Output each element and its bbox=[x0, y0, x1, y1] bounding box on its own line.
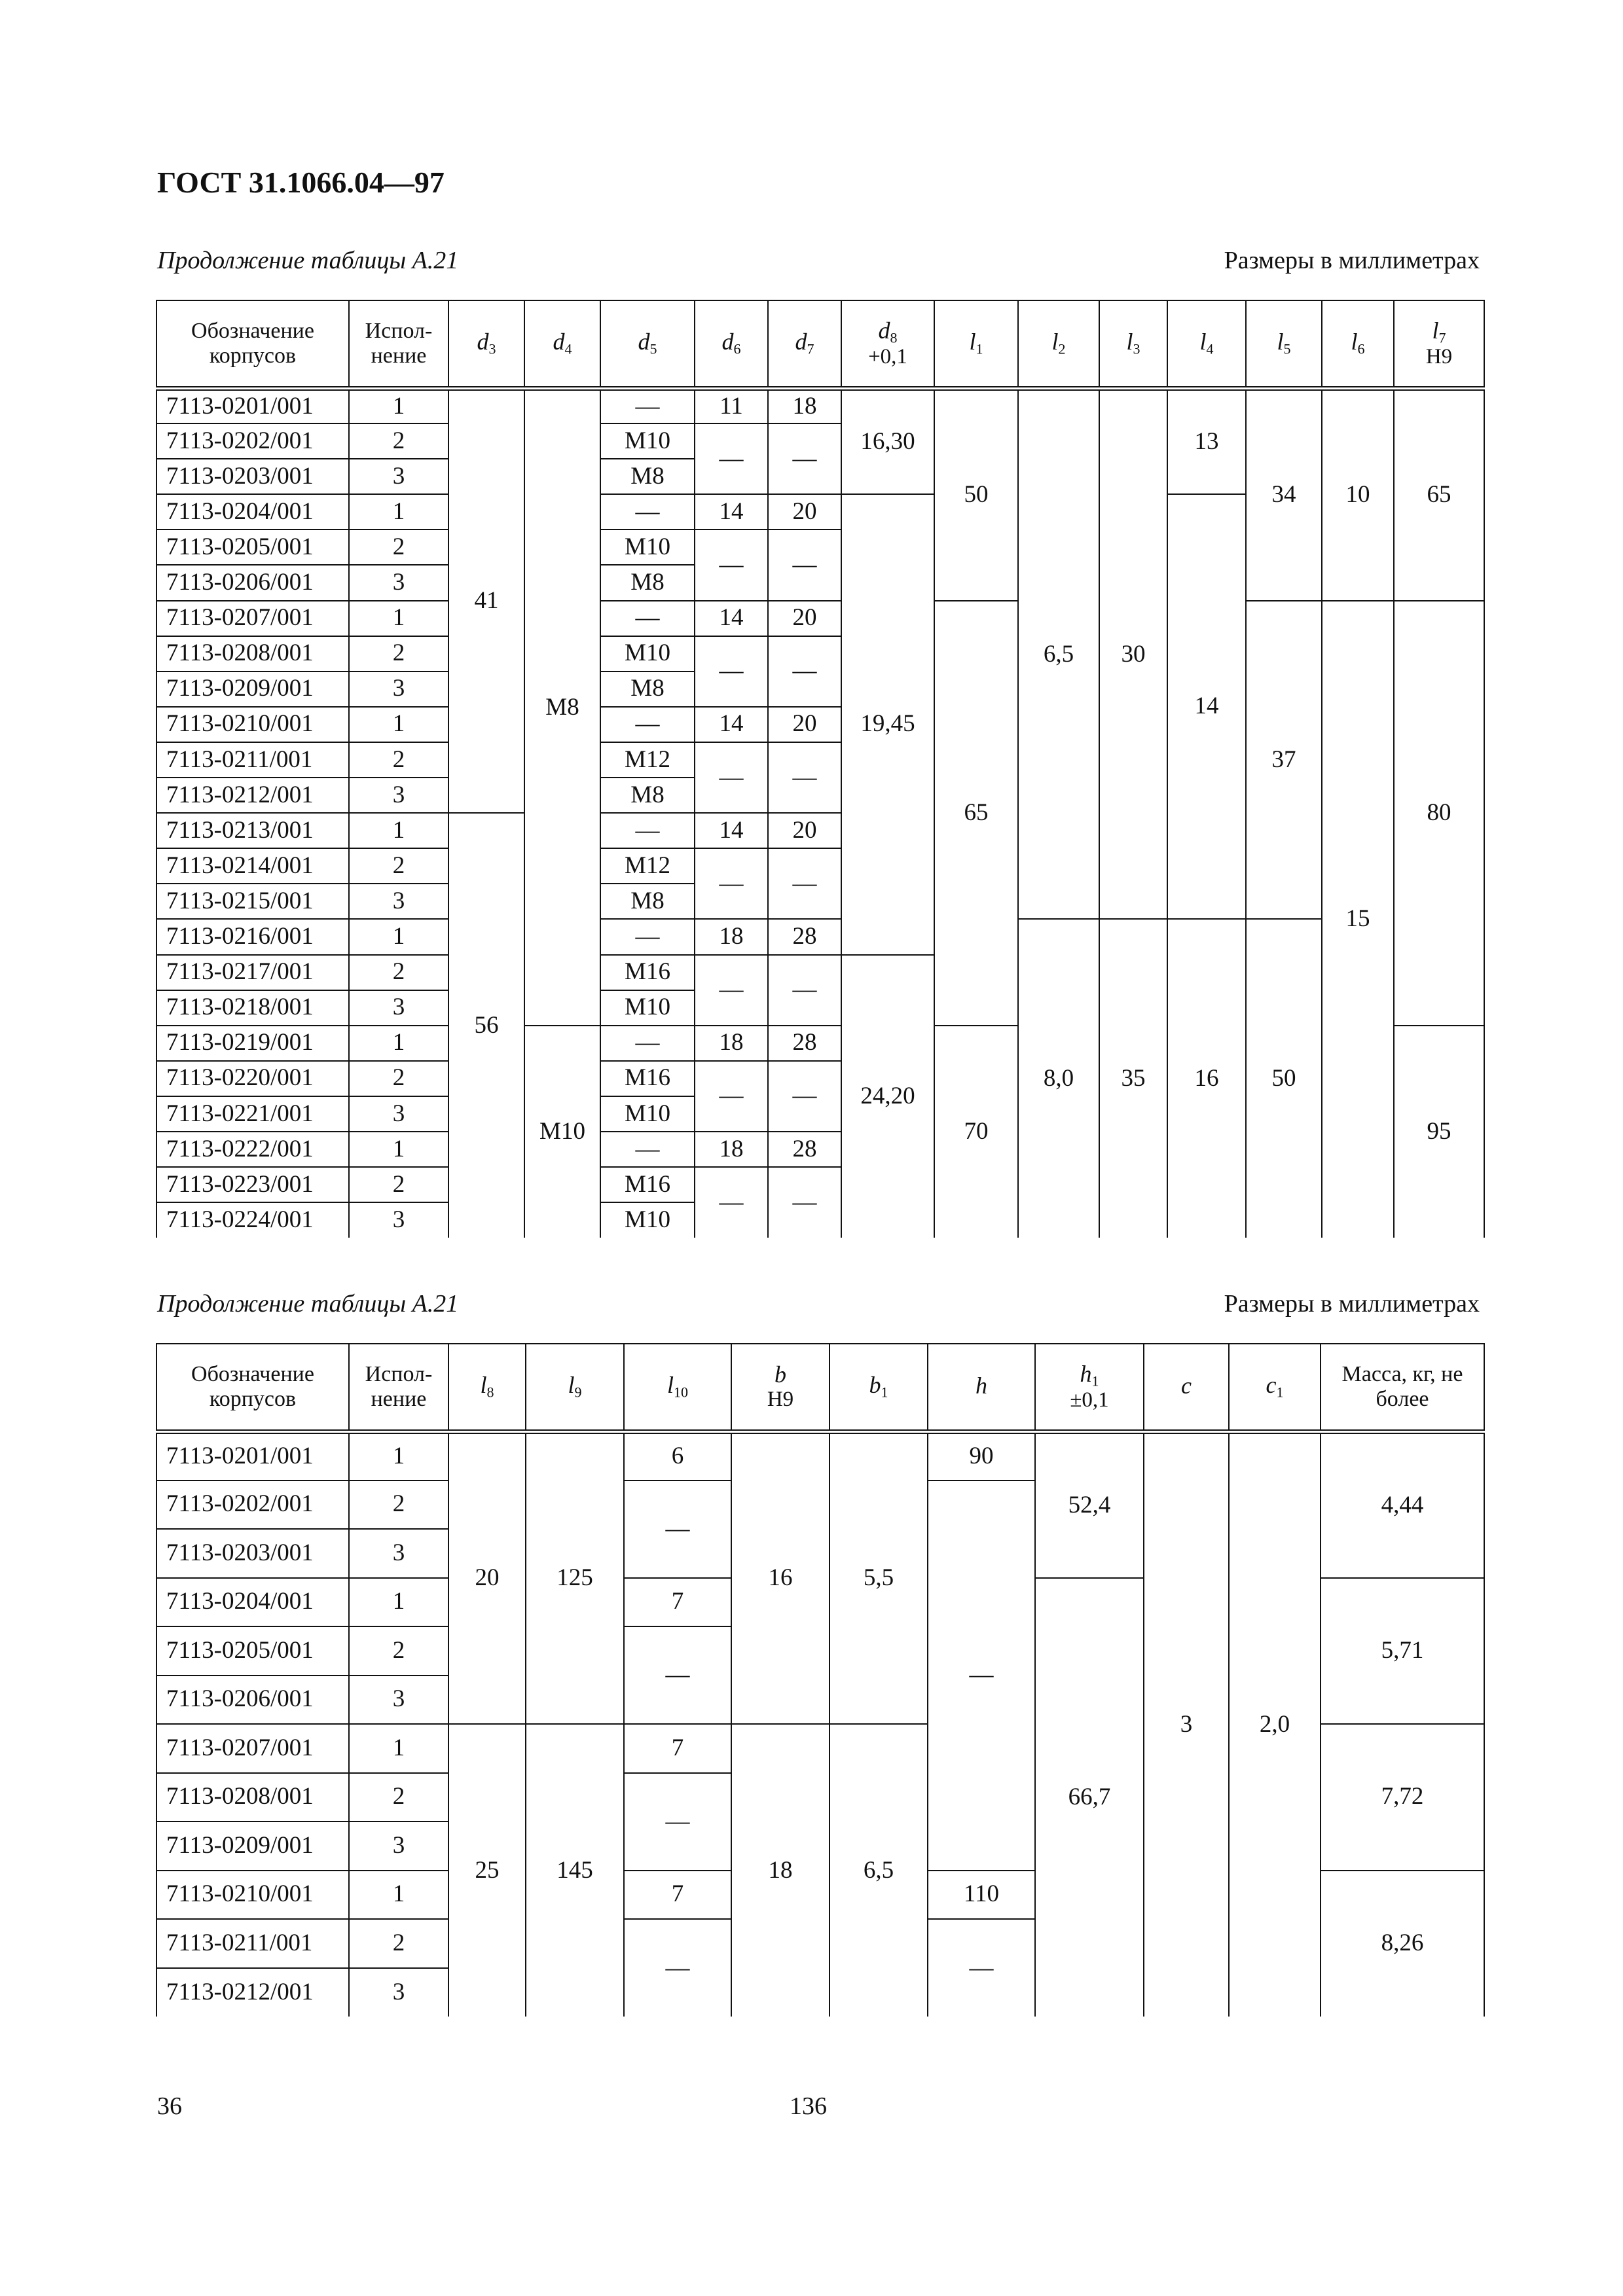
version-cell: 1 bbox=[349, 1578, 448, 1627]
version-cell: 2 bbox=[349, 955, 448, 990]
designation-cell: 7113-0217/001 bbox=[156, 955, 349, 990]
table-row bbox=[156, 388, 1484, 423]
designation-cell: 7113-0203/001 bbox=[156, 459, 349, 494]
d5-cell: M8 bbox=[600, 565, 695, 600]
version-cell: 2 bbox=[349, 423, 448, 459]
version-cell: 1 bbox=[349, 813, 448, 848]
header-designation: Обозначение корпусов bbox=[156, 1344, 349, 1431]
l8-cell: 20 bbox=[448, 1431, 526, 1724]
d4-cell: M8 bbox=[524, 388, 600, 1026]
version-cell: 3 bbox=[349, 565, 448, 600]
header-c1: $c_1$ bbox=[1229, 1344, 1321, 1431]
d6-cell: 11 bbox=[695, 388, 768, 423]
d6-cell: 14 bbox=[695, 494, 768, 529]
b-cell: 16 bbox=[731, 1431, 830, 1724]
version-cell: 1 bbox=[349, 494, 448, 529]
table1-caption: Продолжение таблицы А.21 bbox=[157, 247, 459, 274]
version-cell: 3 bbox=[349, 1968, 448, 2017]
l5-cell: 50 bbox=[1246, 919, 1322, 1238]
h-cell: — bbox=[928, 1480, 1035, 1871]
l7-cell: 95 bbox=[1394, 1026, 1484, 1238]
d7-cell: 28 bbox=[768, 1026, 841, 1061]
d6-cell: — bbox=[695, 636, 768, 707]
designation-cell: 7113-0222/001 bbox=[156, 1132, 349, 1167]
designation-cell: 7113-0221/001 bbox=[156, 1096, 349, 1132]
designation-cell: 7113-0208/001 bbox=[156, 636, 349, 672]
designation-cell: 7113-0213/001 bbox=[156, 813, 349, 848]
d6-cell: — bbox=[695, 1061, 768, 1132]
designation-cell: 7113-0219/001 bbox=[156, 1026, 349, 1061]
designation-cell: 7113-0211/001 bbox=[156, 1919, 349, 1968]
d6-cell: — bbox=[695, 1167, 768, 1238]
d8-cell: 16,30 bbox=[841, 388, 934, 494]
d5-cell: M10 bbox=[600, 990, 695, 1026]
mass-cell: 5,71 bbox=[1321, 1578, 1484, 1725]
mass-cell: 4,44 bbox=[1321, 1431, 1484, 1578]
page-number-center: 136 bbox=[790, 2092, 827, 2120]
document-title: ГОСТ 31.1066.04—97 bbox=[157, 166, 445, 199]
designation-cell: 7113-0206/001 bbox=[156, 1676, 349, 1725]
header-l5: $l_5$ bbox=[1246, 300, 1322, 388]
d5-cell: — bbox=[600, 1132, 695, 1167]
version-cell: 1 bbox=[349, 1026, 448, 1061]
designation-cell: 7113-0212/001 bbox=[156, 1968, 349, 2017]
header-l4: $l_4$ bbox=[1167, 300, 1246, 388]
d6-cell: 18 bbox=[695, 1132, 768, 1167]
d6-cell: 14 bbox=[695, 813, 768, 848]
d7-cell: 20 bbox=[768, 494, 841, 529]
designation-cell: 7113-0209/001 bbox=[156, 1821, 349, 1871]
header-h1: $h_1$ ±0,1 bbox=[1035, 1344, 1144, 1431]
l1-cell: 70 bbox=[934, 1026, 1018, 1238]
version-cell: 3 bbox=[349, 1821, 448, 1871]
d5-cell: — bbox=[600, 601, 695, 636]
designation-cell: 7113-0210/001 bbox=[156, 1871, 349, 1920]
header-c: c bbox=[1144, 1344, 1229, 1431]
b1-cell: 6,5 bbox=[830, 1724, 928, 2017]
header-b: b H9 bbox=[731, 1344, 830, 1431]
version-cell: 3 bbox=[349, 1529, 448, 1578]
designation-cell: 7113-0218/001 bbox=[156, 990, 349, 1026]
h-cell: — bbox=[928, 1919, 1035, 2017]
version-cell: 3 bbox=[349, 1202, 448, 1238]
l10-cell: 7 bbox=[624, 1578, 731, 1627]
d5-cell: M10 bbox=[600, 1096, 695, 1132]
designation-cell: 7113-0203/001 bbox=[156, 1529, 349, 1578]
d5-cell: M10 bbox=[600, 1202, 695, 1238]
designation-cell: 7113-0205/001 bbox=[156, 529, 349, 565]
header-d6: $d_6$ bbox=[695, 300, 768, 388]
version-cell: 2 bbox=[349, 1919, 448, 1968]
l10-cell: — bbox=[624, 1773, 731, 1871]
designation-cell: 7113-0207/001 bbox=[156, 1724, 349, 1773]
header-l7: $l_7$ H9 bbox=[1394, 300, 1484, 388]
version-cell: 2 bbox=[349, 1061, 448, 1096]
l10-cell: 7 bbox=[624, 1871, 731, 1920]
version-cell: 1 bbox=[349, 1871, 448, 1920]
version-cell: 3 bbox=[349, 459, 448, 494]
d7-cell: 28 bbox=[768, 919, 841, 954]
d7-cell: — bbox=[768, 955, 841, 1026]
l9-cell: 145 bbox=[526, 1724, 624, 2017]
designation-cell: 7113-0208/001 bbox=[156, 1773, 349, 1822]
version-cell: 2 bbox=[349, 742, 448, 778]
version-cell: 1 bbox=[349, 707, 448, 742]
dimensions-table-1 bbox=[156, 300, 1485, 1238]
d7-cell: — bbox=[768, 1167, 841, 1238]
designation-cell: 7113-0216/001 bbox=[156, 919, 349, 954]
d7-cell: — bbox=[768, 529, 841, 600]
d4-cell: M10 bbox=[524, 1026, 600, 1238]
header-h: h bbox=[928, 1344, 1035, 1431]
l4-cell: 14 bbox=[1167, 494, 1246, 919]
d6-cell: — bbox=[695, 955, 768, 1026]
header-d5: $d_5$ bbox=[600, 300, 695, 388]
b1-cell: 5,5 bbox=[830, 1431, 928, 1724]
version-cell: 1 bbox=[349, 1724, 448, 1773]
c1-cell: 2,0 bbox=[1229, 1431, 1321, 2017]
d5-cell: M10 bbox=[600, 423, 695, 459]
version-cell: 2 bbox=[349, 1626, 448, 1676]
l5-cell: 34 bbox=[1246, 388, 1322, 601]
l9-cell: 125 bbox=[526, 1431, 624, 1724]
header-version: Испол- нение bbox=[349, 300, 448, 388]
header-d3: $d_3$ bbox=[448, 300, 524, 388]
header-l10: $l_{10}$ bbox=[624, 1344, 731, 1431]
h1-cell: 52,4 bbox=[1035, 1431, 1144, 1578]
l8-cell: 25 bbox=[448, 1724, 526, 2017]
version-cell: 3 bbox=[349, 884, 448, 919]
l10-cell: — bbox=[624, 1919, 731, 2017]
designation-cell: 7113-0201/001 bbox=[156, 388, 349, 423]
designation-cell: 7113-0204/001 bbox=[156, 494, 349, 529]
l3-cell: 35 bbox=[1099, 919, 1167, 1238]
header-l8: $l_8$ bbox=[448, 1344, 526, 1431]
l3-cell: 30 bbox=[1099, 388, 1167, 919]
version-cell: 3 bbox=[349, 990, 448, 1026]
d6-cell: 18 bbox=[695, 1026, 768, 1061]
dimensions-table-2 bbox=[156, 1343, 1485, 2017]
version-cell: 1 bbox=[349, 1431, 448, 1480]
table-row bbox=[156, 1431, 1484, 1480]
header-version: Испол- нение bbox=[349, 1344, 448, 1431]
l6-cell: 15 bbox=[1322, 601, 1394, 1238]
version-cell: 2 bbox=[349, 1480, 448, 1530]
header-mass: Масса, кг, не более bbox=[1321, 1344, 1484, 1431]
mass-cell: 7,72 bbox=[1321, 1724, 1484, 1871]
l1-cell: 65 bbox=[934, 601, 1018, 1026]
header-b1: $b_1$ bbox=[830, 1344, 928, 1431]
d7-cell: 20 bbox=[768, 601, 841, 636]
l10-cell: 7 bbox=[624, 1724, 731, 1773]
table2-caption: Продолжение таблицы А.21 bbox=[157, 1290, 459, 1318]
designation-cell: 7113-0220/001 bbox=[156, 1061, 349, 1096]
d7-cell: 28 bbox=[768, 1132, 841, 1167]
h-cell: 110 bbox=[928, 1871, 1035, 1920]
designation-cell: 7113-0202/001 bbox=[156, 1480, 349, 1530]
d6-cell: 14 bbox=[695, 601, 768, 636]
designation-cell: 7113-0209/001 bbox=[156, 672, 349, 707]
version-cell: 1 bbox=[349, 601, 448, 636]
version-cell: 3 bbox=[349, 778, 448, 813]
d5-cell: — bbox=[600, 388, 695, 423]
version-cell: 1 bbox=[349, 919, 448, 954]
l6-cell: 10 bbox=[1322, 388, 1394, 601]
version-cell: 3 bbox=[349, 1096, 448, 1132]
d5-cell: M12 bbox=[600, 848, 695, 884]
designation-cell: 7113-0202/001 bbox=[156, 423, 349, 459]
page-number-left: 36 bbox=[157, 2092, 182, 2120]
h-cell: 90 bbox=[928, 1431, 1035, 1480]
d8-cell: 24,20 bbox=[841, 955, 934, 1238]
designation-cell: 7113-0212/001 bbox=[156, 778, 349, 813]
l4-cell: 13 bbox=[1167, 388, 1246, 494]
designation-cell: 7113-0214/001 bbox=[156, 848, 349, 884]
version-cell: 2 bbox=[349, 848, 448, 884]
designation-cell: 7113-0207/001 bbox=[156, 601, 349, 636]
d7-cell: — bbox=[768, 742, 841, 813]
d5-cell: — bbox=[600, 494, 695, 529]
d5-cell: M10 bbox=[600, 636, 695, 672]
d6-cell: — bbox=[695, 742, 768, 813]
header-designation: Обозначение корпусов bbox=[156, 300, 349, 388]
header-d7: $d_7$ bbox=[768, 300, 841, 388]
version-cell: 3 bbox=[349, 672, 448, 707]
b-cell: 18 bbox=[731, 1724, 830, 2017]
l4-cell: 16 bbox=[1167, 919, 1246, 1238]
l7-cell: 65 bbox=[1394, 388, 1484, 601]
header-d4: $d_4$ bbox=[524, 300, 600, 388]
table-row bbox=[156, 601, 1484, 636]
designation-cell: 7113-0215/001 bbox=[156, 884, 349, 919]
designation-cell: 7113-0210/001 bbox=[156, 707, 349, 742]
d7-cell: — bbox=[768, 636, 841, 707]
d3-cell: 41 bbox=[448, 388, 524, 813]
mass-cell: 8,26 bbox=[1321, 1871, 1484, 2017]
designation-cell: 7113-0204/001 bbox=[156, 1578, 349, 1627]
version-cell: 2 bbox=[349, 636, 448, 672]
l2-cell: 8,0 bbox=[1018, 919, 1099, 1238]
d5-cell: — bbox=[600, 1026, 695, 1061]
version-cell: 2 bbox=[349, 1167, 448, 1202]
version-cell: 1 bbox=[349, 1132, 448, 1167]
version-cell: 2 bbox=[349, 1773, 448, 1822]
d5-cell: M10 bbox=[600, 529, 695, 565]
d5-cell: M8 bbox=[600, 459, 695, 494]
header-l2: $l_2$ bbox=[1018, 300, 1099, 388]
d5-cell: — bbox=[600, 707, 695, 742]
header-l6: $l_6$ bbox=[1322, 300, 1394, 388]
d5-cell: M16 bbox=[600, 955, 695, 990]
l2-cell: 6,5 bbox=[1018, 388, 1099, 919]
l1-cell: 50 bbox=[934, 388, 1018, 601]
d5-cell: M16 bbox=[600, 1167, 695, 1202]
designation-cell: 7113-0201/001 bbox=[156, 1431, 349, 1480]
d5-cell: M16 bbox=[600, 1061, 695, 1096]
h1-cell: 66,7 bbox=[1035, 1578, 1144, 2017]
d7-cell: — bbox=[768, 423, 841, 494]
d6-cell: — bbox=[695, 848, 768, 919]
d5-cell: — bbox=[600, 919, 695, 954]
l10-cell: — bbox=[624, 1626, 731, 1724]
d5-cell: M8 bbox=[600, 672, 695, 707]
designation-cell: 7113-0205/001 bbox=[156, 1626, 349, 1676]
version-cell: 2 bbox=[349, 529, 448, 565]
d7-cell: — bbox=[768, 848, 841, 919]
d5-cell: M8 bbox=[600, 884, 695, 919]
table1-units: Размеры в миллиметрах bbox=[1224, 247, 1480, 274]
l10-cell: — bbox=[624, 1480, 731, 1578]
d6-cell: — bbox=[695, 423, 768, 494]
designation-cell: 7113-0224/001 bbox=[156, 1202, 349, 1238]
l7-cell: 80 bbox=[1394, 601, 1484, 1026]
table-row bbox=[156, 919, 1484, 954]
d6-cell: — bbox=[695, 529, 768, 600]
header-l3: $l_3$ bbox=[1099, 300, 1167, 388]
header-d8: $d_8$ +0,1 bbox=[841, 300, 934, 388]
header-l1: $l_1$ bbox=[934, 300, 1018, 388]
table2-units: Размеры в миллиметрах bbox=[1224, 1290, 1480, 1318]
d5-cell: — bbox=[600, 813, 695, 848]
d7-cell: 18 bbox=[768, 388, 841, 423]
d6-cell: 18 bbox=[695, 919, 768, 954]
designation-cell: 7113-0206/001 bbox=[156, 565, 349, 600]
header-l9: $l_9$ bbox=[526, 1344, 624, 1431]
designation-cell: 7113-0223/001 bbox=[156, 1167, 349, 1202]
l5-cell: 37 bbox=[1246, 601, 1322, 920]
d7-cell: 20 bbox=[768, 813, 841, 848]
version-cell: 3 bbox=[349, 1676, 448, 1725]
d3-cell: 56 bbox=[448, 813, 524, 1238]
l10-cell: 6 bbox=[624, 1431, 731, 1480]
designation-cell: 7113-0211/001 bbox=[156, 742, 349, 778]
d5-cell: M8 bbox=[600, 778, 695, 813]
d6-cell: 14 bbox=[695, 707, 768, 742]
d5-cell: M12 bbox=[600, 742, 695, 778]
d7-cell: — bbox=[768, 1061, 841, 1132]
d8-cell: 19,45 bbox=[841, 494, 934, 954]
c-cell: 3 bbox=[1144, 1431, 1229, 2017]
d7-cell: 20 bbox=[768, 707, 841, 742]
version-cell: 1 bbox=[349, 388, 448, 423]
